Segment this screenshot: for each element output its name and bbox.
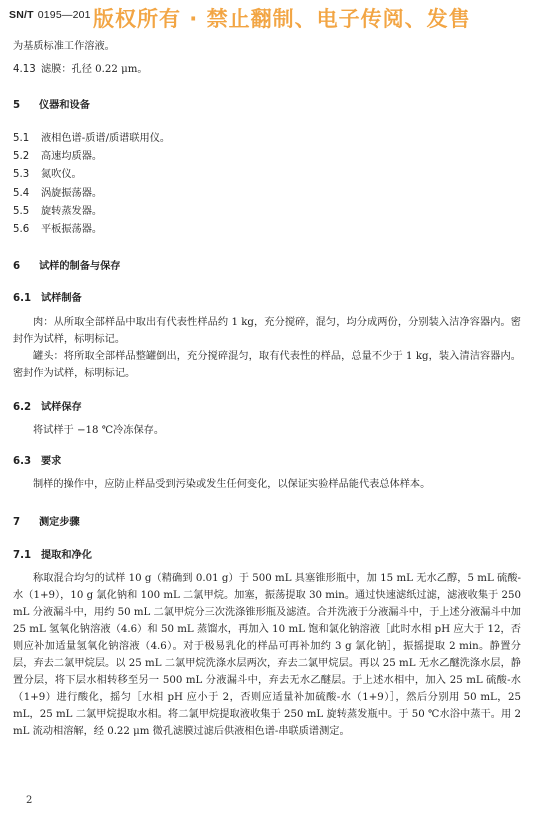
paragraph: 罐头：将所取全部样品整罐倒出，充分搅碎混匀，取有代表性的样品，总量不少于 1 kg，装入清洁容器内。密封作为试样，标明标记。: [13, 351, 521, 379]
subsection-heading: [13, 398, 82, 413]
heading-number: 5: [13, 100, 21, 111]
item-text: 涡旋振荡器。: [41, 188, 103, 199]
heading-number: 6.1: [13, 293, 32, 304]
item-text: 平板振荡器。: [41, 224, 103, 235]
item-text: 旋转蒸发器。: [41, 206, 103, 217]
heading-title: 要求: [41, 456, 62, 467]
heading-number: 6.3: [13, 456, 32, 467]
heading-title: 测定步骤: [39, 517, 80, 528]
item-number: 5.3: [13, 169, 30, 180]
heading-number: 7.1: [13, 550, 32, 561]
heading-title: 试样的制备与保存: [39, 261, 121, 272]
heading-title: 仪器和设备: [39, 100, 90, 111]
item-number: 5.5: [13, 206, 30, 217]
list-item: [13, 129, 170, 144]
item-number: 5.4: [13, 188, 30, 199]
item-number: 4.13: [13, 64, 36, 75]
list-item: [13, 220, 102, 235]
item-text: 液相色谱-质谱/质谱联用仪。: [41, 133, 171, 144]
item-number: 5.6: [13, 224, 30, 235]
continued-line: 为基质标准工作溶液。: [13, 41, 115, 52]
watermark: 版权所有 · 禁止翻制、电子传阅、发售: [93, 7, 471, 31]
heading-title: 提取和净化: [41, 550, 92, 561]
paragraph: 制样的操作中，应防止样品受到污染或发生任何变化，以保证实验样品能代表总体样本。: [33, 479, 431, 490]
subsection-heading: [13, 452, 61, 467]
subsection-heading: [13, 546, 92, 561]
item-number: 5.1: [13, 133, 30, 144]
section-heading: [13, 513, 80, 528]
heading-number: 7: [13, 517, 21, 528]
item-text: 氮吹仪。: [41, 169, 82, 180]
heading-number: 6.2: [13, 402, 32, 413]
section-heading: [13, 96, 90, 111]
item-text: 滤膜：孔径 0.22 μm。: [41, 64, 148, 75]
paragraph: 将试样于 −18 ℃冷冻保存。: [33, 425, 165, 436]
standard-code: [9, 9, 91, 21]
list-item: [13, 60, 148, 75]
subsection-heading: [13, 289, 82, 304]
item-text: 高速均质器。: [41, 151, 103, 162]
list-item: [13, 147, 102, 162]
item-number: 5.2: [13, 151, 30, 162]
paragraph: 肉：从所取全部样品中取出有代表性样品约 1 kg，充分搅碎，混匀，均分成两份，分别装入洁净容器内。密封作为试样，标明标记。: [13, 317, 521, 345]
heading-title: 试样保存: [41, 402, 82, 413]
heading-number: 6: [13, 261, 21, 272]
standard-number: 0195—201: [37, 9, 91, 21]
list-item: [13, 202, 102, 217]
list-item: [13, 165, 82, 180]
paragraph: 称取混合均匀的试样 10 g（精确到 0.01 g）于 500 mL 具塞锥形瓶中，加 15 mL 无水乙醇，5 mL 硫酸-水（1+9），10 g 氯化钠和 100 mL 二氯甲烷。加塞，振荡提取 30 min。通过快速滤纸过滤，滤液收集于 250 mL 分液漏斗中，用约 50 mL 二氯甲烷分三次洗涤锥形瓶及滤渣。合并洗液于分液漏斗中，于上述分液漏斗中加 25 mL 氢氧化钠溶液（4.6）和 50 mL 蒸馏水，再加入 10 mL 饱和氯化钠溶液［此时水相 pH 应大于 12，否则应补加适量氢氧化钠溶液（4.6）。对于极易乳化的样品可再补加约 3 g 氯化钠］，振摇提取 2 min。静置分层，弃去二氯甲烷层。以 25 mL 二氯甲烷洗涤水层两次，弃去二氯甲烷层。再以 25 mL 无水乙醚洗涤水层，静置分层，将下层水相转移至另一 500 mL 分液漏斗中，弃去无水乙醚层。于上述水相中，加入 25 mL 硫酸-水（1+9）进行酸化，摇匀［水相 pH 应小于 2，否则应适量补加硫酸-水（1+9）］，然后分别用 50 mL，25 mL，25 mL 二氯甲烷提取水相。将二氯甲烷提取液收集于 250 mL 旋转蒸发瓶中。于 50 ℃水浴中蒸干。用 2 mL 流动相溶解，经 0.22 μm 微孔滤膜过滤后供液相色谱-串联质谱测定。: [13, 573, 521, 737]
list-item: [13, 184, 102, 199]
heading-title: 试样制备: [41, 293, 82, 304]
standard-prefix: SN/T: [9, 9, 34, 21]
section-heading: [13, 257, 121, 272]
page-number: 2: [26, 795, 33, 806]
